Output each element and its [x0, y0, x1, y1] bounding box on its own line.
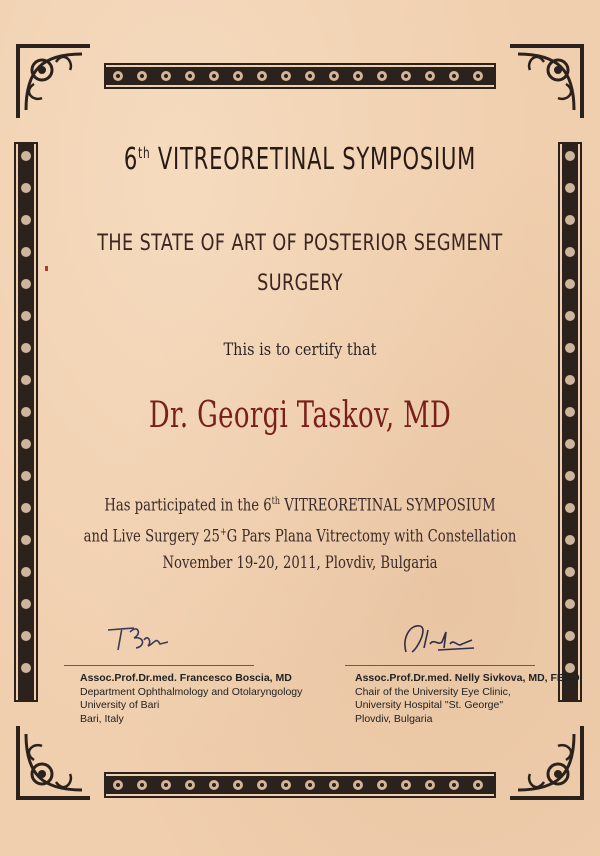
top-right-corner-ornament [504, 40, 588, 124]
title-ordinal: th [138, 144, 151, 162]
signature-right-image [398, 618, 478, 658]
title-number: 6 [123, 142, 139, 177]
signatory-left-line-3: Bari, Italy [80, 712, 124, 725]
body-line-2-sup: + [219, 526, 227, 538]
signatory-right-line-1: Chair of the University Eye Clinic, [355, 685, 511, 698]
bottom-right-corner-ornament [504, 720, 588, 804]
signature-left-image [104, 620, 174, 654]
certificate-subtitle [60, 224, 540, 304]
bottom-ornament-border [104, 772, 496, 798]
signatory-left [80, 672, 302, 726]
left-ornament-border [14, 142, 38, 702]
body-line-1-end: VITREORETINAL SYMPOSIUM [280, 495, 496, 515]
right-ornament-border [558, 142, 582, 702]
signatory-left-name: Assoc.Prof.Dr.med. Francesco Boscia, MD [80, 672, 292, 684]
signatory-right-line-2: University Hospital "St. George" [355, 699, 504, 711]
signature-line-right [345, 665, 535, 666]
bottom-left-corner-ornament [12, 720, 96, 804]
body-line-3: November 19-20, 2011, Plovdiv, Bulgaria [162, 553, 438, 572]
signature-line-left [64, 665, 254, 666]
signatory-right [355, 672, 580, 726]
top-left-corner-ornament [12, 40, 96, 124]
signatory-right-name: Assoc.Prof.Dr.med. Nelly Sivkova, MD, FEBO [355, 672, 580, 684]
body-line-2 [60, 519, 540, 550]
recipient-name: Dr. Georgi Taskov, MD [148, 395, 452, 436]
signatory-right-line-3: Plovdiv, Bulgaria [355, 712, 433, 725]
subtitle-line-2: SURGERY [257, 271, 343, 296]
certificate-body [60, 488, 540, 576]
body-line-1 [60, 488, 540, 519]
body-line-2-end: G Pars Plana Vitrectomy with Constellation [226, 526, 517, 545]
certificate-title [66, 142, 534, 177]
certify-statement: This is to certify that [223, 340, 377, 360]
red-ink-mark [45, 266, 48, 271]
top-ornament-border [104, 63, 496, 89]
subtitle-line-1: THE STATE OF ART OF POSTERIOR SEGMENT [97, 231, 503, 256]
body-line-1-start: Has participated in the 6 [104, 495, 272, 515]
title-main: VITREORETINAL SYMPOSIUM [157, 142, 477, 177]
body-line-2-start: and Live Surgery 25 [83, 526, 220, 545]
body-line-1-ordinal: th [271, 496, 281, 507]
signatory-left-line-2: University of Bari [80, 699, 160, 711]
signatory-left-line-1: Department Ophthalmology and Otolaryngology [80, 685, 303, 698]
